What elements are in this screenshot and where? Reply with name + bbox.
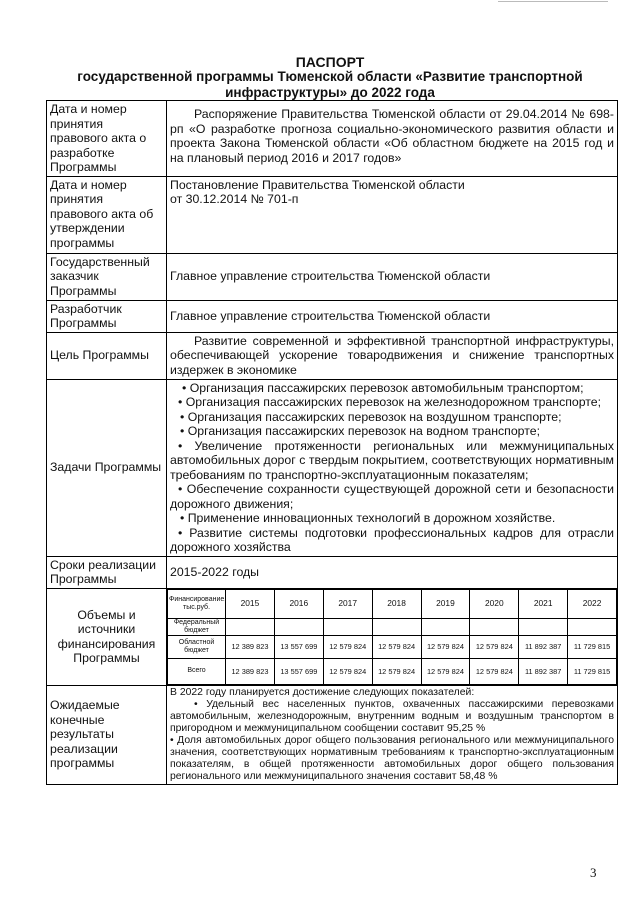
- row-customer: [47, 253, 618, 300]
- total-cell: 12 389 823: [226, 658, 275, 684]
- value-act-approval: [167, 176, 618, 253]
- approval-line-1: Постановление Правительства Тюменской области: [170, 177, 465, 192]
- row-act-approval: [47, 176, 618, 253]
- financing-regional-row: [168, 635, 617, 658]
- row-financing: [47, 588, 618, 685]
- label-goal: Цель Программы: [47, 332, 167, 379]
- subtitle-line-1: государственной программы Тюменской области «Развитие транспортной: [77, 69, 583, 84]
- federal-cell: [421, 618, 470, 635]
- federal-cell: [226, 618, 275, 635]
- financing-table: [167, 589, 617, 685]
- regional-cell: 11 729 815: [568, 635, 617, 658]
- value-results: [167, 685, 618, 784]
- value-terms: 2015-2022 годы: [167, 556, 618, 588]
- value-act-development: Распоряжение Правительства Тюменской области от 29.04.2014 № 698-рп «О разработке прогноза социально-экономического развития области и проекта Закона Тюменской области «Об областном бюджете на 2015 год и на плановый период 2016 и 2017 годов»: [167, 101, 618, 177]
- label-terms: Сроки реализации Программы: [47, 556, 167, 588]
- value-goal: Развитие современной и эффективной транспортной инфраструктуры, обеспечивающей ускорение товародвижения и снижение транспортных издержек в экономике: [167, 332, 618, 379]
- task-item: • Применение инновационных технологий в дорожном хозяйстве.: [180, 511, 556, 525]
- label-tasks: Задачи Программы: [47, 379, 167, 556]
- total-cell: 12 579 824: [372, 658, 421, 684]
- label-results: Ожидаемые конечные результаты реализации программы: [47, 685, 167, 784]
- total-cell: 13 557 699: [274, 658, 323, 684]
- federal-cell: [274, 618, 323, 635]
- results-item: • Удельный вес населенных пунктов, охваченных пассажирскими перевозками автомобильным, железнодорожным, внутренним водным и воздушным транспортом в пригородном и межмуниципальном сообщении составит 95,25 %: [170, 698, 614, 734]
- regional-cell: 12 579 824: [470, 635, 519, 658]
- total-cell: 11 729 815: [568, 658, 617, 684]
- document-title: ПАСПОРТ: [295, 54, 365, 70]
- label-act-development: Дата и номер принятия правового акта о разработке Программы: [47, 101, 167, 177]
- year-cell: 2015: [226, 589, 275, 618]
- year-cell: 2019: [421, 589, 470, 618]
- year-cell: 2020: [470, 589, 519, 618]
- total-cell: 12 579 824: [470, 658, 519, 684]
- regional-cell: 12 579 824: [421, 635, 470, 658]
- label-developer: Разработчик Программы: [47, 300, 167, 332]
- label-act-approval: Дата и номер принятия правового акта об утверждении программы: [47, 176, 167, 253]
- regional-cell: 12 579 824: [323, 635, 372, 658]
- total-cell: 11 892 387: [519, 658, 568, 684]
- row-tasks: [47, 379, 618, 556]
- results-intro: В 2022 году планируется достижение следующих показателей:: [170, 686, 475, 698]
- label-customer: Государственный заказчик Программы: [47, 253, 167, 300]
- task-item: • Организация пассажирских перевозок на водном транспорте;: [180, 424, 540, 438]
- approval-line-2: от 30.12.2014 № 701-п: [170, 192, 299, 206]
- federal-cell: [323, 618, 372, 635]
- row-developer: [47, 300, 618, 332]
- regional-label: Областной бюджет: [168, 635, 226, 658]
- regional-cell: 11 892 387: [519, 635, 568, 658]
- year-cell: 2018: [372, 589, 421, 618]
- financing-total-row: [168, 658, 617, 684]
- value-customer: Главное управление строительства Тюменской области: [167, 253, 618, 300]
- row-goal: [47, 332, 618, 379]
- row-act-development: [47, 101, 618, 177]
- value-tasks: [167, 379, 618, 556]
- total-label: Всего: [168, 658, 226, 684]
- value-developer: Главное управление строительства Тюменской области: [167, 300, 618, 332]
- task-item: • Организация пассажирских перевозок на воздушном транспорте;: [180, 409, 562, 424]
- financing-federal-row: [168, 618, 617, 635]
- total-cell: 12 579 824: [421, 658, 470, 684]
- document-subtitle: [60, 69, 600, 101]
- task-item: • Организация пассажирских перевозок на железнодорожном транспорте;: [178, 395, 602, 409]
- scan-artifact-line: [498, 1, 608, 2]
- row-results: [47, 685, 618, 784]
- value-financing: [167, 588, 618, 685]
- year-cell: 2017: [323, 589, 372, 618]
- regional-cell: 12 579 824: [372, 635, 421, 658]
- year-cell: 2016: [274, 589, 323, 618]
- federal-cell: [470, 618, 519, 635]
- year-cell: 2022: [568, 589, 617, 618]
- task-item: • Обеспечение сохранности существующей дорожной сети и безопасности дорожного движения;: [170, 482, 614, 511]
- federal-cell: [519, 618, 568, 635]
- task-item: • Организация пассажирских перевозок автомобильным транспортом;: [182, 380, 584, 395]
- page-number: 3: [590, 865, 597, 880]
- financing-header-label: Финансирование, тыс.руб.: [168, 589, 226, 618]
- regional-cell: 13 557 699: [274, 635, 323, 658]
- federal-cell: [568, 618, 617, 635]
- total-cell: 12 579 824: [323, 658, 372, 684]
- year-cell: 2021: [519, 589, 568, 618]
- passport-table: [46, 100, 618, 785]
- federal-cell: [372, 618, 421, 635]
- label-financing: Объемы и источники финансирования Программы: [47, 588, 167, 685]
- subtitle-line-2: инфраструктуры» до 2022 года: [225, 85, 435, 100]
- results-item: • Доля автомобильных дорог общего пользования регионального или межмуниципального значения, соответствующих нормативным требованиям к транспортно-эксплуатационным показателям, в общей протяженности автомобильных дорог общего пользования регионального или межмуниципального значения составит 58,48 %: [170, 734, 614, 782]
- financing-header-row: [168, 589, 617, 618]
- task-item: • Увеличение протяженности региональных или межмуниципальных автомобильных дорог с твердым покрытием, соответствующих нормативным требованиям по транспортно-эксплуатационным показателям;: [170, 438, 614, 482]
- task-item: • Развитие системы подготовки профессиональных кадров для отрасли дорожного хозяйства: [170, 525, 614, 554]
- row-terms: [47, 556, 618, 588]
- regional-cell: 12 389 823: [226, 635, 275, 658]
- federal-label: Федеральный бюджет: [168, 618, 226, 635]
